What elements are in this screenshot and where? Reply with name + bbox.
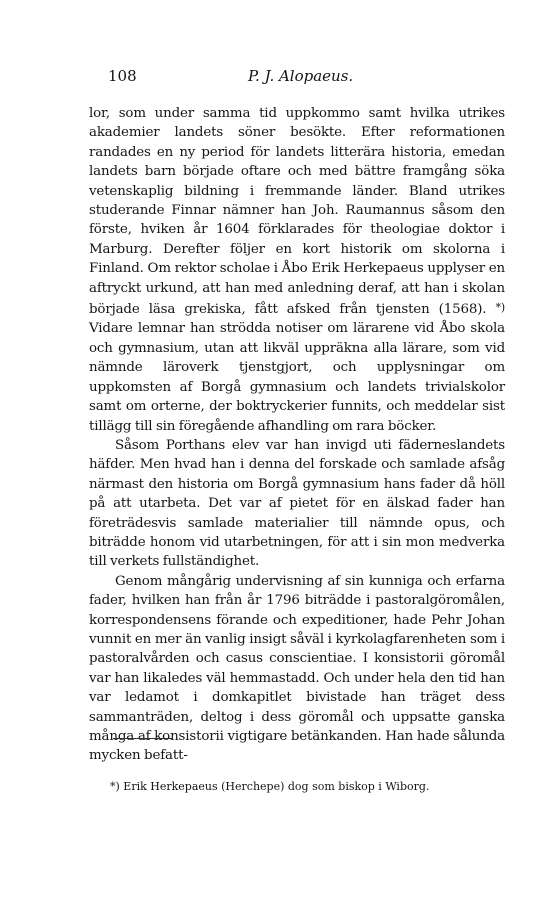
body-text: [89, 104, 505, 766]
paragraph-3: Genom mångårig undervisning af sin kunniga och erfarna fader, hvilken han från år 1796 biträdde i pastoralgöromålen, korrespondensens förande och expeditioner, hade Pehr Johan vunnit en mer än vanlig insigt såväl i kyrkolagfarenheten som i pastoralvården och casus conscientiae. I konsistorii göromål var han likaledes väl hemmastadd. Och under hela den tid han var ledamot i domkapitlet bivistade han träget dess sammanträden, deltog i dess göromål och uppsatte ganska många af konsistorii vigtigare betänkanden. Han hade sålunda mycken befatt-: [89, 573, 505, 764]
page-header: [108, 66, 498, 86]
running-title: P. J. Alopaeus.: [248, 67, 354, 85]
footnote-divider: [113, 738, 173, 739]
paragraph-1-continuation: Vidare lemnar han strödda notiser om lärarene vid Åbo skola och gymnasium, utan att likväl uppräkna alla lärare, som vid nämnde läroverk tjenstgjort, och upplysningar om uppkomsten af Borgå gymnasium och landets trivialskolor samt om orterne, der boktryckerier funnits, och meddelar sist tillägg till sin föregående afhandling om rara böcker.: [89, 321, 505, 434]
footnote: *) Erik Herkepaeus (Herchepe) dog som biskop i Wiborg.: [110, 780, 430, 793]
paragraph-1-text: lor, som under samma tid uppkommo samt hvilka utrikes akademier landets söner besökte. Efter reformationen randades en ny period för landets litterära historia, emedan landets barn började oftare och med bättre framgång söka vetenskaplig bildning i fremmande länder. Bland utrikes studerande Finnar nämner han Joh. Raumannus såsom den förste, hviken år 1604 förklarades för theologiae doktor i Marburg. Derefter följer en kort historik om skolorna i Finland. Om rektor scholae i Åbo Erik Herkepaeus upplyser en aftryckt urkund, att han med anledning deraf, att han i skolan började läsa grekiska, fått afsked från tjensten (1568).: [89, 106, 505, 318]
paragraph-1: [89, 104, 505, 436]
page-number: 108: [108, 67, 137, 85]
footnote-reference: *): [495, 301, 505, 315]
paragraph-2: Såsom Porthans elev var han invigd uti fäderneslandets häfder. Men hvad han i denna del forskade och samlade afsåg närmast den historia om Borgå gymnasium hans fader då höll på att utarbeta. Det var af pietet för en älskad fader han företrädesvis samlade materialier till nämnde opus, och biträdde honom vid utarbetningen, för att i sin mon medverka till verkets fullständighet.: [89, 437, 505, 570]
